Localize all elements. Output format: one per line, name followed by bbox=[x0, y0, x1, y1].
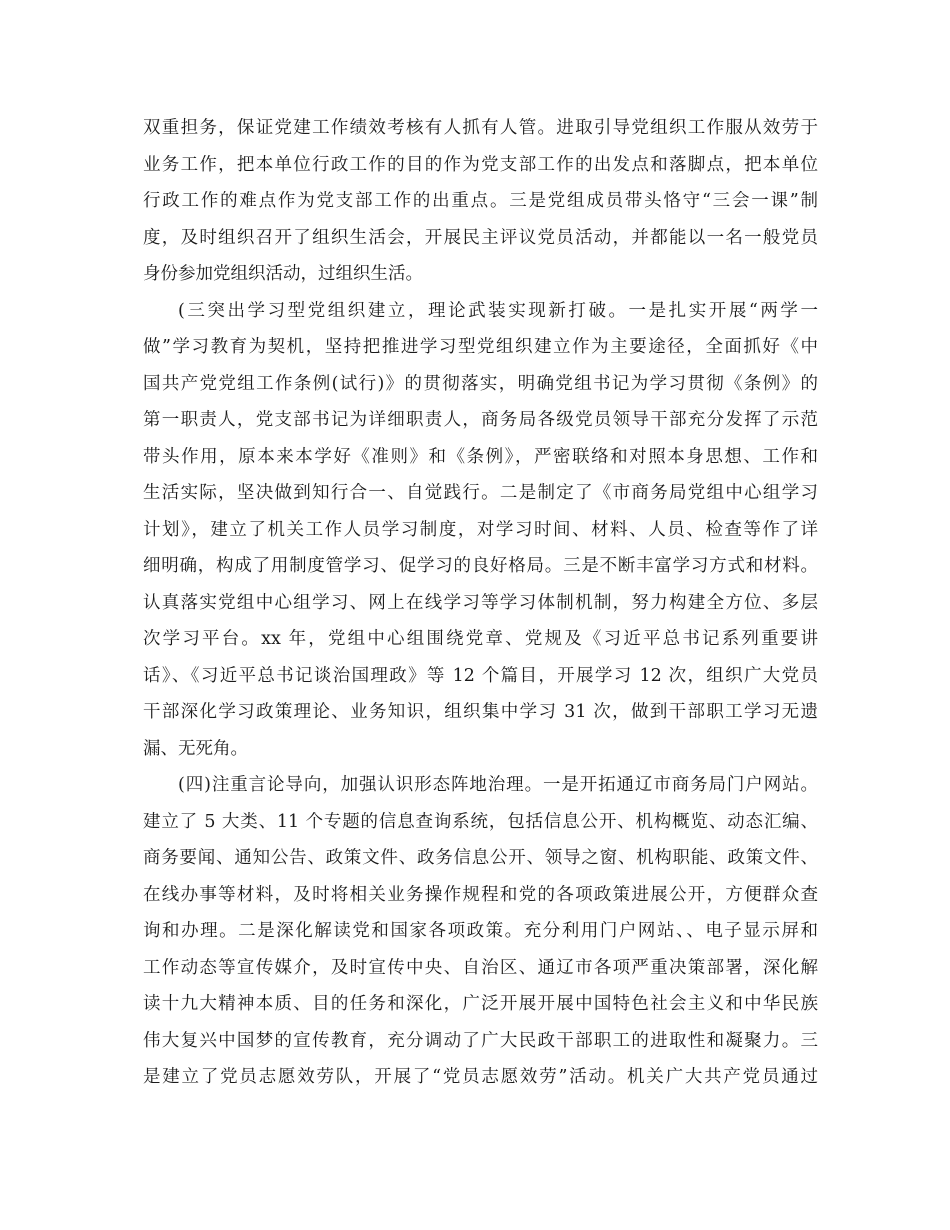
document-body bbox=[143, 110, 818, 1096]
text-line: (三突出学习型党组织建立，理论武装实现新打破。一是扎实开展“两学一 bbox=[178, 300, 818, 321]
text-line: 细明确，构成了用制度管学习、促学习的良好格局。三是不断丰富学习方式和材料。 bbox=[143, 556, 818, 576]
text-line: 干部深化学习政策理论、业务知识，组织集中学习 31 次，做到干部职工学习无遗 bbox=[143, 702, 818, 722]
text-line: 业务工作，把本单位行政工作的目的作为党支部工作的出发点和落脚点，把本单位 bbox=[143, 154, 818, 175]
text-line: 做”学习教育为契机，坚持把推进学习型党组织建立作为主要途径，全面抓好《中 bbox=[143, 337, 818, 357]
text-line: 第一职责人，党支部书记为详细职责人，商务局各级党员领导干部充分发挥了示范 bbox=[143, 410, 818, 430]
text-line: 话》、《习近平总书记谈治国理政》等 12 个篇目，开展学习 12 次，组织广大党员 bbox=[143, 665, 818, 686]
text-line: 生活实际，坚决做到知行合一、自觉践行。二是制定了《市商务局党组中心组学习 bbox=[143, 483, 818, 503]
text-line: 身份参加党组织活动，过组织生活。 bbox=[143, 264, 423, 284]
text-line: (四)注重言论导向，加强认识形态阵地治理。一是开拓通辽市商务局门户网站。 bbox=[178, 775, 818, 795]
text-line: 伟大复兴中国梦的宣传教育，充分调动了广大民政干部职工的进取性和凝聚力。三 bbox=[143, 1030, 818, 1051]
text-line: 工作动态等宣传媒介，及时宣传中央、自治区、通辽市各项严重决策部署，深化解 bbox=[143, 957, 818, 978]
text-line: 在线办事等材料，及时将相关业务操作规程和党的各项政策进展公开，方便群众查 bbox=[143, 884, 818, 905]
text-line: 询和办理。二是深化解读党和国家各项政策。充分利用门户网站、、电子显示屏和 bbox=[143, 921, 818, 941]
text-line: 行政工作的难点作为党支部工作的出重点。三是党组成员带头恪守“三会一课”制 bbox=[143, 191, 818, 211]
text-line: 是建立了党员志愿效劳队，开展了“党员志愿效劳”活动。机关广大共产党员通过 bbox=[143, 1067, 818, 1087]
text-line: 计划》，建立了机关工作人员学习制度，对学习时间、材料、人员、检查等作了详 bbox=[143, 519, 818, 540]
text-line: 认真落实党组中心组学习、网上在线学习等学习体制机制，努力构建全方位、多层 bbox=[143, 592, 818, 613]
text-line: 双重担务，保证党建工作绩效考核有人抓有人管。进取引导党组织工作服从效劳于 bbox=[143, 118, 818, 138]
text-line: 建立了 5 大类、11 个专题的信息查询系统，包括信息公开、机构概览、动态汇编、 bbox=[143, 811, 818, 832]
text-line: 次学习平台。xx 年，党组中心组围绕党章、党规及《习近平总书记系列重要讲 bbox=[143, 629, 818, 649]
text-line: 漏、无死角。 bbox=[143, 738, 248, 759]
text-line: 读十九大精神本质、目的任务和深化，广泛开展开展中国特色社会主义和中华民族 bbox=[143, 994, 818, 1014]
text-line: 商务要闻、通知公告、政策文件、政务信息公开、领导之窗、机构职能、政策文件、 bbox=[143, 848, 818, 868]
text-line: 度，及时组织召开了组织生活会，开展民主评议党员活动，并都能以一名一般党员 bbox=[143, 227, 818, 248]
text-line: 带头作用，原本来本学好《准则》和《条例》，严密联络和对照本身思想、工作和 bbox=[143, 446, 818, 467]
text-line: 国共产党党组工作条例(试行)》的贯彻落实，明确党组书记为学习贯彻《条例》的 bbox=[143, 373, 818, 394]
